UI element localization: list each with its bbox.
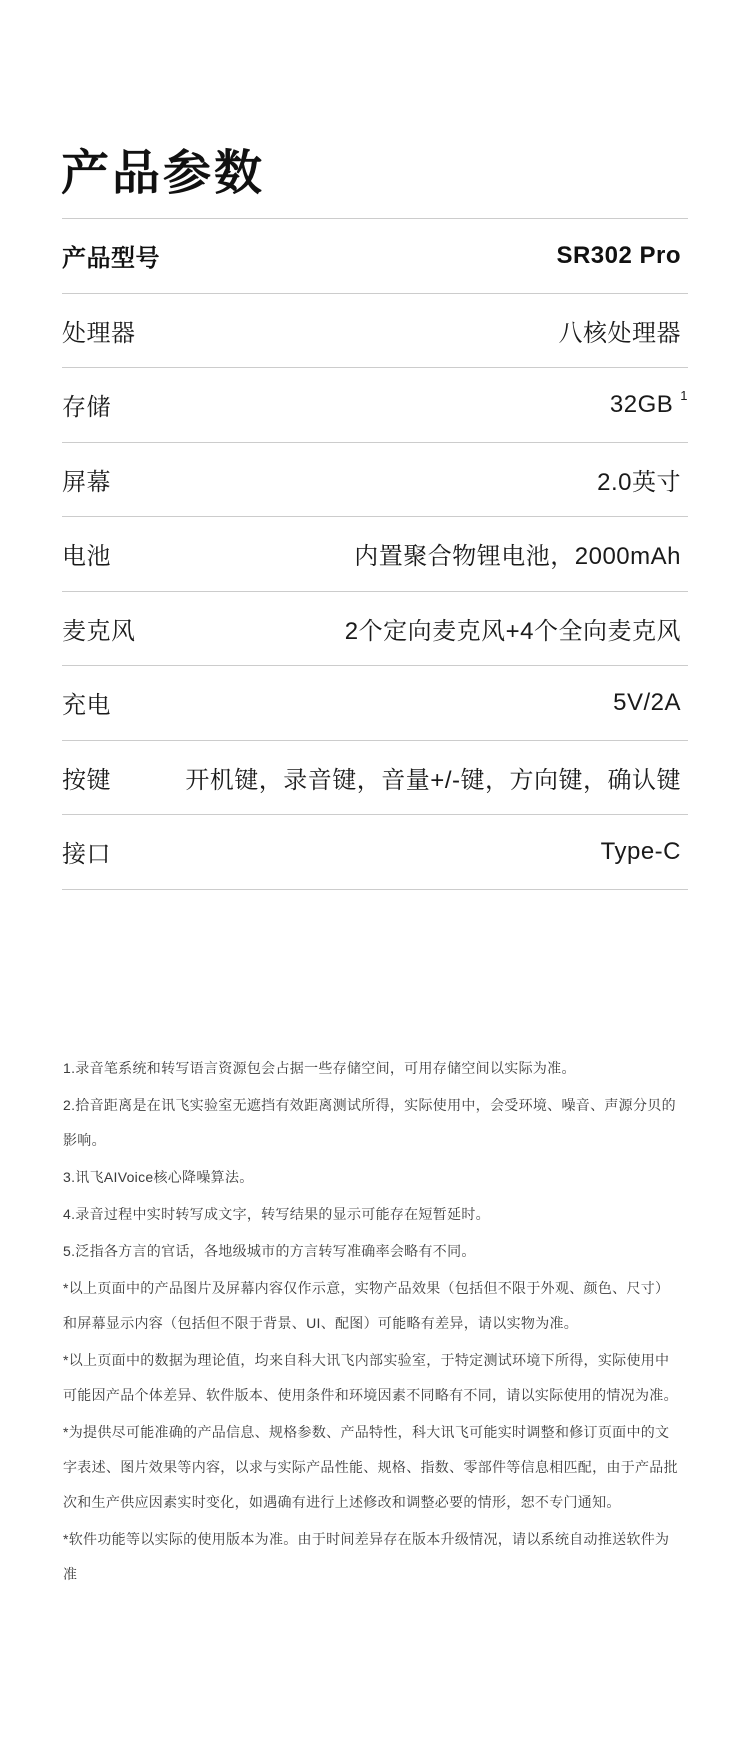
spec-value-text: 2.0英寸 [597,468,681,496]
spec-label: 屏幕 [62,468,111,496]
spec-value-text: 八核处理器 [558,319,681,347]
footnote: 5.泛指各方言的官话，各地级城市的方言转写准确率会略有不同。 [63,1243,476,1259]
spec-label: 处理器 [62,319,136,347]
page-title: 产品参数 [61,147,266,201]
spec-value [609,387,688,419]
spec-value-text: 内置聚合物锂电池，2000mAh [354,543,681,571]
disclaimer: *软件功能等以实际的使用版本为准。由于时间差异存在版本升级情况，请以系统自动推送软件为准 [63,1531,670,1582]
spec-value-text: SR302 Pro [556,241,681,269]
spec-value [559,313,689,348]
footnote: 4.录音过程中实时转写成文字，转写结果的显示可能存在短暂延时。 [63,1206,490,1222]
footnotes-section [63,1051,683,1594]
spec-row-port [62,814,688,890]
spec-value-text: 2个定向麦克风+4个全向麦克风 [344,617,681,645]
spec-value [613,689,688,717]
footnote-ref: 1 [680,387,688,403]
spec-value [185,760,688,795]
spec-row-charging [62,665,688,740]
spec-value [345,611,688,646]
spec-row-buttons [62,740,688,815]
spec-value [556,242,688,270]
spec-row-microphone [62,591,688,666]
spec-value-text: Type-C [600,837,681,865]
spec-row-storage [62,367,688,442]
spec-label: 电池 [62,543,111,571]
spec-value-text: 5V/2A [613,688,681,716]
footnote: 3.讯飞AIVoice核心降噪算法。 [63,1169,254,1185]
spec-label: 产品型号 [62,245,160,273]
spec-row-battery [62,516,688,591]
footnote: 1.录音笔系统和转写语言资源包会占据一些存储空间，可用存储空间以实际为准。 [63,1060,576,1076]
footnote: 2.拾音距离是在讯飞实验室无遮挡有效距离测试所得，实际使用中，会受环境、噪音、声源分贝的影响。 [63,1097,676,1148]
spec-value [601,838,688,866]
disclaimer: *以上页面中的数据为理论值，均来自科大讯飞内部实验室，于特定测试环境下所得，实际使用中可能因产品个体差异、软件版本、使用条件和环境因素不同略有不同，请以实际使用的情况为准。 [63,1352,678,1403]
spec-label: 存储 [62,394,111,422]
spec-row-processor [62,293,688,368]
spec-label: 充电 [62,692,111,720]
spec-row-screen [62,442,688,517]
disclaimer: *以上页面中的产品图片及屏幕内容仅作示意，实物产品效果（包括但不限于外观、颜色、尺寸）和屏幕显示内容（包括但不限于背景、UI、配图）可能略有差异，请以实物为准。 [63,1280,670,1331]
disclaimer: *为提供尽可能准确的产品信息、规格参数、产品特性，科大讯飞可能实时调整和修订页面中的文字表述、图片效果等内容，以求与实际产品性能、规格、指数、零部件等信息相匹配，由于产品批次和生产供应因素实时变化，如遇确有进行上述修改和调整必要的情形，恕不专门通知。 [63,1424,678,1510]
spec-value [354,536,688,571]
spec-value [597,462,688,497]
spec-value-text: 32GB [609,390,674,418]
spec-label: 麦克风 [62,617,136,645]
spec-row-model [62,218,688,293]
spec-label: 按键 [62,766,111,794]
spec-value-text: 开机键，录音键，音量+/-键，方向键，确认键 [185,766,681,794]
spec-table [62,218,688,890]
spec-label: 接口 [62,841,111,869]
